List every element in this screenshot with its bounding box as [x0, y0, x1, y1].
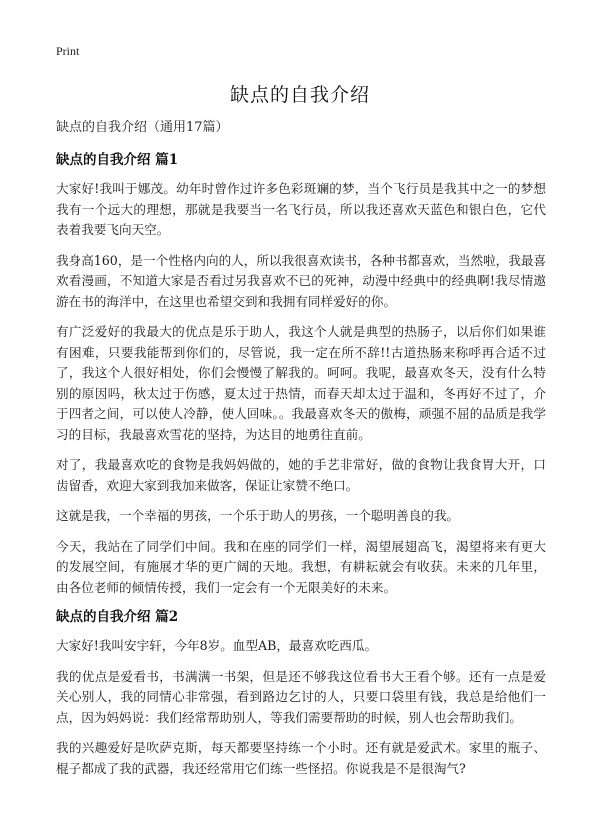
paragraph: 大家好!我叫于娜茂。幼年时曾作过许多色彩斑斓的梦，当个飞行员是我其中之一的梦想我有一个远大的理想，那就是我要当一名飞行员，所以我还喜欢天蓝色和银白色，它代表着我要飞向天空。 — [56, 181, 546, 237]
paragraph: 我的优点是爱看书，书满满一书架，但是还不够我这位看书大王看个够。还有一点是爱关心别人，我的同情心非常强，看到路边乞讨的人，只要口袋里有钱，我总是给他们一点，因为妈妈说：我们经常帮助别人，等我们需要帮助的时候，别人也会帮助我们。 — [56, 668, 546, 725]
section-heading: 缺点的自我介绍 篇2 — [56, 609, 179, 625]
section-1 — [56, 151, 546, 598]
document-body — [56, 119, 546, 789]
section-2 — [56, 608, 546, 779]
paragraph: 大家好!我叫安宇轩，今年8岁。血型AB，最喜欢吃西瓜。 — [56, 638, 378, 653]
print-link[interactable]: Print — [56, 44, 80, 58]
paragraph: 有广泛爱好的我最大的优点是乐于助人，我这个人就是典型的热肠子，以后你们如果谁有困难，只要我能帮到你们的，尽管说，我一定在所不辞!!古道热肠来称呼再合适不过了，我这个人很好相处，你们会慢慢了解我的。呵呵。我呢，最喜欢冬天，没有什么特别的原因吗，秋太过于伤感，夏太过于热情，而春天却太过于温和，冬再好不过了，介于四者之间，可以使人冷静，使人回味。。我最喜欢冬天的傲梅，顽强不屈的品质是我学习的目标，我最喜欢雪花的坚持，为达目的地勇往直前。 — [56, 324, 546, 442]
paragraph: 今天，我站在了同学们中间。我和在座的同学们一样，渴望展翅高飞，渴望将来有更大的发展空间，有施展才华的更广阔的天地。我想，有耕耘就会有收获。未来的几年里，由各位老师的倾情传授，我们一定会有一个无限美好的未来。 — [56, 538, 546, 595]
document-subtitle: 缺点的自我介绍（通用17篇） — [56, 120, 229, 135]
paragraph: 我的兴趣爱好是吹萨克斯，每天都要坚持练一个小时。还有就是爱武术。家里的瓶子、棍子都成了我的武器，我还经常用它们练一些怪招。你说我是不是很淘气? — [56, 740, 546, 776]
paragraph: 我身高160，是一个性格内向的人，所以我很喜欢读书，各种书都喜欢，当然啦，我最喜欢看漫画，不知道大家是否看过另我喜欢不已的死神，动漫中经典中的经典啊!我尽情遨游在书的海洋中，在这里也希望交到和我拥有同样爱好的你。 — [56, 252, 547, 309]
section-heading: 缺点的自我介绍 篇1 — [56, 152, 179, 168]
paragraph: 这就是我，一个幸福的男孩，一个乐于助人的男孩，一个聪明善良的我。 — [56, 508, 459, 523]
paragraph: 对了，我最喜欢吃的食物是我妈妈做的，她的手艺非常好，做的食物让我食胃大开，口齿留香，欢迎大家到我加来做客，保证让家赞不绝口。 — [56, 457, 546, 493]
page-title: 缺点的自我介绍 — [229, 84, 370, 106]
